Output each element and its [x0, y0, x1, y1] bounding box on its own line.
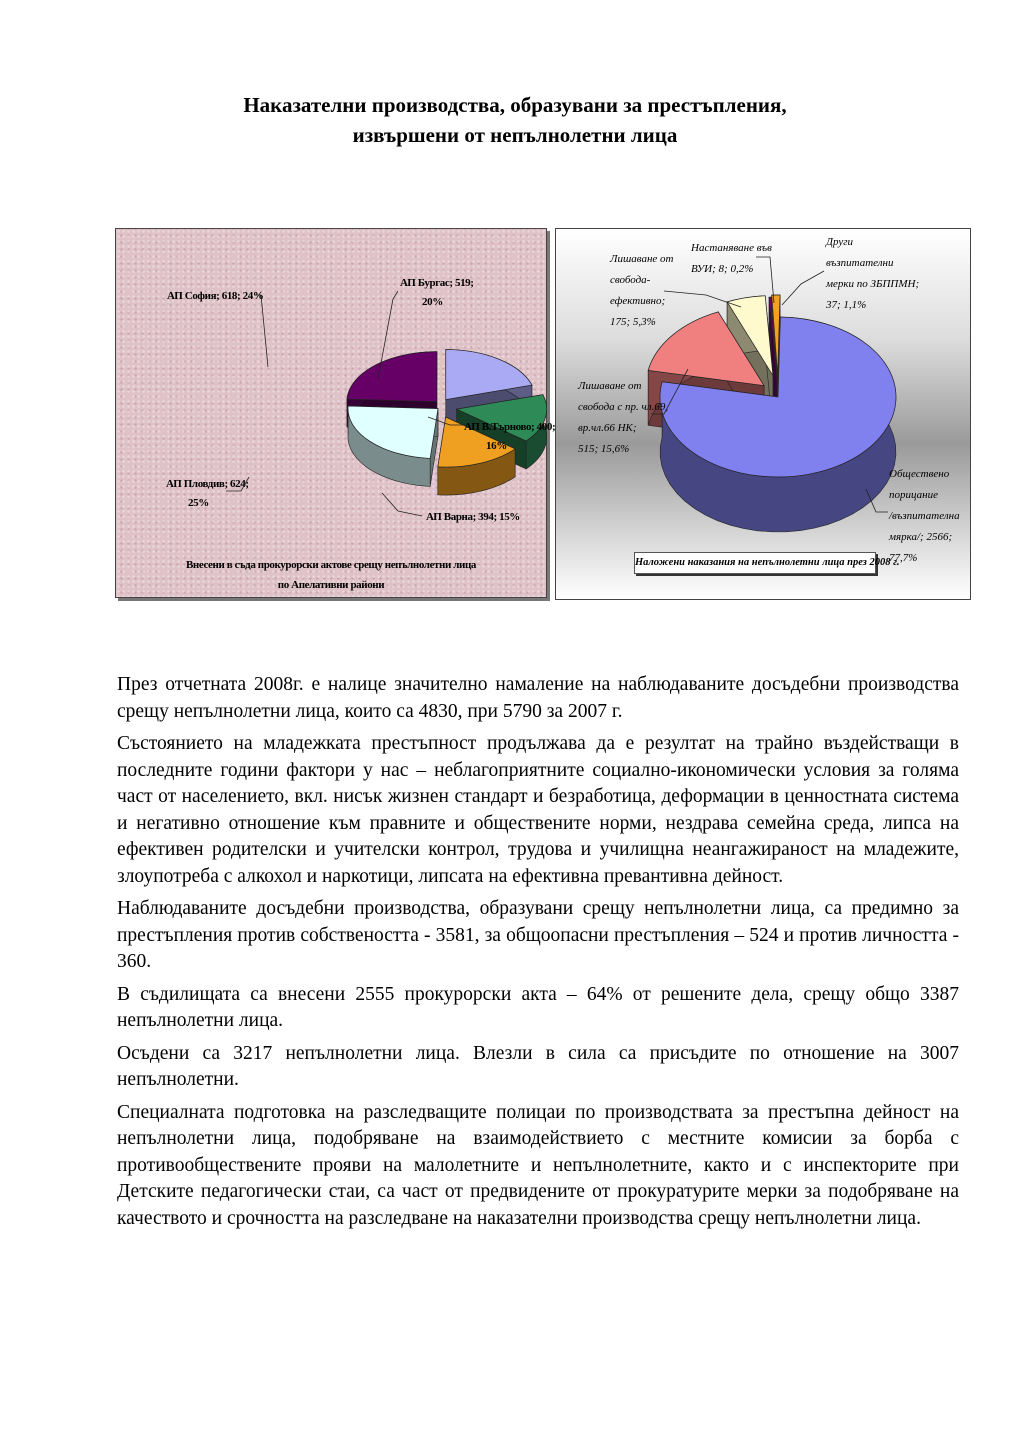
c2-label-1-line-0: Лишаване от — [578, 380, 642, 392]
c1-label-pct-0: 20% — [422, 296, 443, 308]
c2-label-4-line-1: възпитателни — [826, 257, 894, 269]
c2-label-1-line-3: 515; 15,6% — [578, 443, 630, 455]
c1-label-0: АП Бургас; 519; — [400, 277, 474, 289]
c2-label-0-line-4: 77,7% — [889, 552, 918, 564]
c2-label-2-line-0: Лишаване от — [610, 253, 674, 265]
c2-label-0-line-3: мярка/; 2566; — [889, 531, 953, 543]
c2-label-0-line-1: порицание — [889, 489, 938, 501]
juvenile-penalties-pie-chart — [555, 228, 971, 600]
c1-label-4: АП София; 618; 24% — [167, 290, 264, 302]
paragraph-4: В съдилищата са внесени 2555 прокурорски акта – 64% от решените дела, срещу общо 3387 непълнолетни лица. — [117, 983, 959, 1031]
juvenile-penalties-pie-svg — [556, 229, 970, 599]
c2-label-3-line-1: ВУИ; 8; 0,2% — [691, 263, 754, 275]
c2-label-0-line-0: Обществено — [889, 468, 950, 480]
c2-label-4-line-2: мерки по ЗБППМН; — [826, 278, 920, 290]
chart1-caption — [116, 555, 546, 595]
c1-label-pct-1: 16% — [486, 440, 507, 452]
c2-label-4-line-3: 37; 1,1% — [826, 299, 867, 311]
c2-label-0-line-2: /възпитателна — [889, 510, 960, 522]
c2-label-4-line-0: Други — [826, 236, 854, 248]
chart2-caption: Наложени наказания на непълнолетни лица през 2008 г. — [634, 552, 876, 574]
c1-label-1: АП В.Търново; 400; — [464, 421, 556, 433]
c1-leader-2 — [382, 493, 422, 516]
paragraph-6: Специалната подготовка на разследващите полицаи по производствата за престъпна дейност на непълнолетни лица, подобряване на взаимодействието с местните комисии за борба с противообществените прояви на малолетните и непълнолетните, както и с инспекторите при Детските педагогически стаи, са част от предвидените от прокуратурите мерки за подобряване на качеството и срочността на разследване на наказателни производства срещу непълнолетни лица. — [117, 1101, 959, 1229]
title-line-1: Наказателни производства, образувани за престъпления, — [243, 93, 787, 117]
appeal-districts-pie-chart — [115, 228, 556, 598]
chart1-caption-line1: Внесени в съда прокурорски актове срещу непълнолетни лица — [185, 559, 477, 571]
c2-label-2-line-3: 175; 5,3% — [610, 316, 656, 328]
c2-label-3-line-0: Настаняване във — [691, 242, 772, 254]
paragraph-1: През отчетната 2008г. е налице значително намаление на наблюдаваните досъдебни производства срещу непълнолетни лица, които са 4830, при 5790 за 2007 г. — [117, 674, 959, 722]
c2-label-2-line-2: ефективно; — [610, 295, 666, 307]
c1-leader-4 — [254, 295, 268, 367]
body-text — [117, 672, 959, 1238]
c2-label-1-line-2: вр.чл.66 НК; — [578, 422, 637, 434]
appeal-districts-pie-svg — [116, 229, 556, 597]
paragraph-5: Осъдени са 3217 непълнолетни лица. Влезли в сила са присъдите по отношение на 3007 непълнолетни. — [117, 1042, 959, 1090]
title-line-2: извършени от непълнолетни лица — [352, 123, 678, 147]
c1-slice-4 — [347, 352, 437, 402]
paragraph-3: Наблюдаваните досъдебни производства, образувани срещу непълнолетни лица, са предимно за престъпления против собствеността - 3581, за общоопасни престъпления – 524 и против личността - 360. — [117, 898, 959, 972]
c1-label-3: АП Пловдив; 624; — [166, 478, 249, 490]
chart1-caption-line2: по Апелативни райони — [277, 579, 385, 591]
page-title — [120, 90, 910, 150]
paragraph-2: Състоянието на младежката престъпност продължава да е резултат на трайно въздействащи в последните години фактори у нас – неблагоприятните социално-икономически условия за голяма част от населението, вкл. нисък жизнен стандарт и безработица, деформации в ценностната система и негативно отношение към правните и обществените норми, нездрава семейна среда, липса на ефективен родителски и учителски контрол, трудова и училищна неангажираност на младежите, злоупотреба с алкохол и наркотици, липсата на ефективна превантивна дейност. — [117, 733, 959, 887]
c2-label-2-line-1: свобода- — [610, 274, 651, 286]
c2-leader-4 — [782, 271, 824, 305]
c2-label-1-line-1: свобода с пр. чл.69, — [578, 401, 669, 413]
c1-label-pct-3: 25% — [188, 497, 209, 509]
c1-label-2: АП Варна; 394; 15% — [426, 511, 520, 523]
